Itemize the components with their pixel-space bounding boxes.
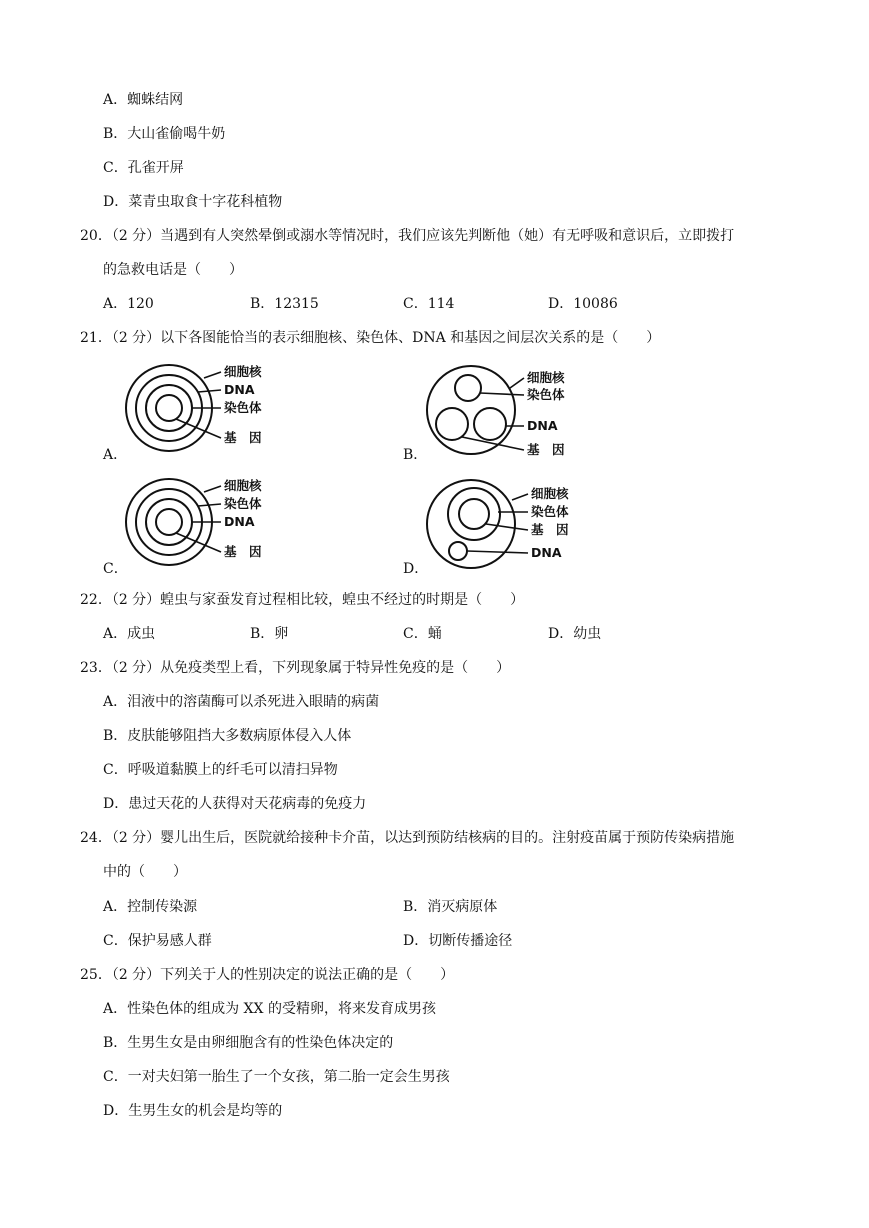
fig-c-label-4: 基 因 (224, 544, 262, 559)
fig-a-label-3: 染色体 (224, 400, 262, 415)
q25-option-d: D．生男生女的机会是均等的 (103, 1103, 283, 1119)
q21-figure-b (424, 360, 624, 465)
q25-option-b: B．生男生女是由卵细胞含有的性染色体决定的 (103, 1035, 394, 1051)
fig-d-label-4: DNA (531, 545, 562, 560)
fig-b-label-4: 基 因 (527, 442, 565, 457)
fig-c-label-2: 染色体 (224, 496, 262, 511)
fig-a-label-2: DNA (224, 382, 255, 397)
q20-option-a: A．120 (103, 296, 154, 312)
q23-option-d: D．患过天花的人获得对天花病毒的免疫力 (103, 796, 367, 812)
q21-option-d: D． (403, 561, 429, 577)
q21-figure-c (124, 470, 324, 575)
q19-option-d: D．菜青虫取食十字花科植物 (103, 194, 283, 210)
q25-stem: 25．（2 分）下列关于人的性别决定的说法正确的是（ ） (80, 967, 455, 983)
q21-figure-d (424, 474, 624, 579)
q19-option-c: C．孔雀开屏 (103, 160, 184, 176)
q24-option-b: B．消灭病原体 (403, 899, 498, 915)
q23-stem: 23．（2 分）从免疫类型上看，下列现象属于特异性免疫的是（ ） (80, 660, 511, 676)
q22-option-a: A．成虫 (103, 626, 156, 642)
fig-c-label-3: DNA (224, 514, 255, 529)
q21-option-b: B． (403, 447, 428, 463)
fig-d-label-2: 染色体 (531, 504, 569, 519)
q20-option-b: B．12315 (250, 296, 319, 312)
q21-option-c: C． (103, 561, 128, 577)
q24-stem-line2: 中的（ ） (103, 864, 187, 880)
q23-option-c: C．呼吸道黏膜上的纤毛可以清扫异物 (103, 762, 338, 778)
q20-option-c: C．114 (403, 296, 455, 312)
fig-a-label-4: 基 因 (224, 430, 262, 445)
q20-stem-line1: 20．（2 分）当遇到有人突然晕倒或溺水等情况时，我们应该先判断他（她）有无呼吸和意识后，立即拨打 (80, 228, 735, 244)
fig-b-label-2: 染色体 (527, 387, 565, 402)
fig-b-label-1: 细胞核 (527, 370, 565, 385)
q21-option-a: A． (103, 447, 128, 463)
q22-option-b: B．卵 (250, 626, 289, 642)
q24-option-a: A．控制传染源 (103, 899, 198, 915)
q22-option-c: C．蛹 (403, 626, 442, 642)
q22-stem: 22．（2 分）蝗虫与家蚕发育过程相比较，蝗虫不经过的时期是（ ） (80, 592, 525, 608)
fig-d-label-1: 细胞核 (531, 486, 569, 501)
q21-figure-a (124, 356, 324, 461)
q24-stem-line1: 24．（2 分）婴儿出生后，医院就给接种卡介苗，以达到预防结核病的目的。注射疫苗属于预防传染病措施 (80, 830, 735, 846)
q25-option-c: C．一对夫妇第一胎生了一个女孩，第二胎一定会生男孩 (103, 1069, 450, 1085)
q25-option-a: A．性染色体的组成为 XX 的受精卵，将来发育成男孩 (103, 1001, 436, 1017)
q23-option-a: A．泪液中的溶菌酶可以杀死进入眼睛的病菌 (103, 694, 380, 710)
q20-option-d: D．10086 (548, 296, 618, 312)
fig-c-label-1: 细胞核 (224, 478, 262, 493)
fig-d-label-3: 基 因 (531, 522, 569, 537)
q24-option-d: D．切断传播途径 (403, 933, 513, 949)
q19-option-a: A．蜘蛛结网 (103, 92, 184, 108)
q22-option-d: D．幼虫 (548, 626, 602, 642)
q24-option-c: C．保护易感人群 (103, 933, 212, 949)
fig-b-label-3: DNA (527, 418, 558, 433)
q20-stem-line2: 的急救电话是（ ） (103, 262, 243, 278)
fig-a-label-1: 细胞核 (224, 364, 262, 379)
q19-option-b: B．大山雀偷喝牛奶 (103, 126, 226, 142)
q23-option-b: B．皮肤能够阻挡大多数病原体侵入人体 (103, 728, 352, 744)
q21-stem: 21．（2 分）以下各图能恰当的表示细胞核、染色体、DNA 和基因之间层次关系的是（ ） (80, 330, 661, 346)
